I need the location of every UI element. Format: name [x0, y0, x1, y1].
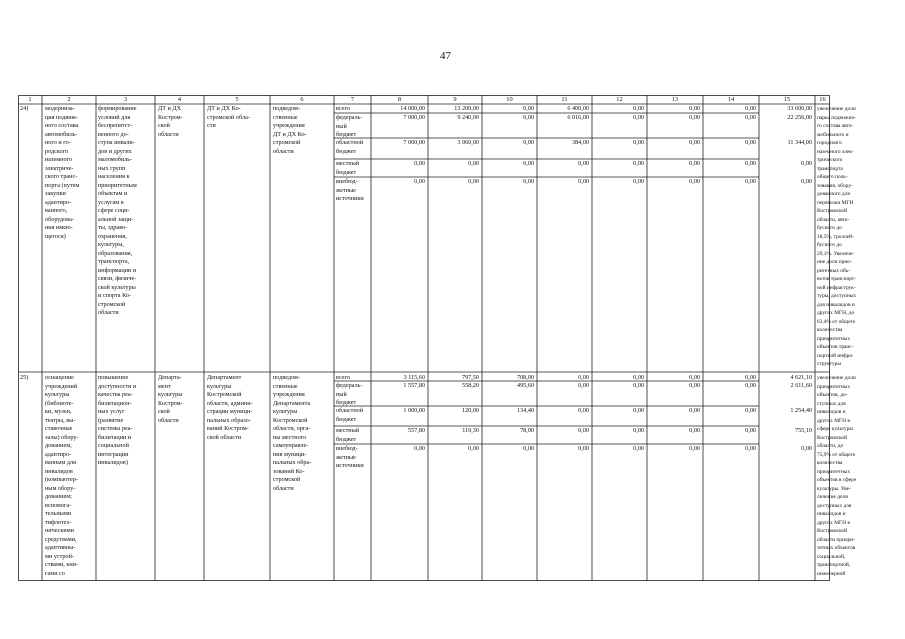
value-cell: 0,00 — [578, 374, 589, 381]
value-cell: 134,40 — [516, 407, 534, 414]
value-cell: 13 200,00 — [454, 105, 479, 112]
value-cell: 495,60 — [516, 382, 534, 389]
value-cell: 2 611,60 — [790, 382, 812, 389]
value-cell: 0,00 — [633, 374, 644, 381]
source-label: всего — [336, 105, 350, 112]
value-cell: 4 621,10 — [790, 374, 812, 381]
expected-result: увеличение доли парка подвижно- го состава авто- мобильного и городского наземного элек- трического транспорта общего поль- зования, обору- дованного для перевозки МГН Костромской области, авто- бусного до 18,5%, троллей- бусного до 29,1%. Увеличе- ние доли прио- ритетных объ- ектов транспорт- ной инфраструк- туры, доступных для инвалидов и других МГН, до 63,4% от общего количества приоритетных объектов транс- портной инфра- структуры — [817, 106, 857, 367]
value-cell: 0,00 — [578, 178, 589, 185]
source-label: федераль- ный бюджет — [336, 114, 363, 138]
value-cell: 0,00 — [523, 139, 534, 146]
value-cell: 1 000,00 — [403, 407, 425, 414]
program-table — [18, 95, 857, 581]
value-cell: 0,00 — [745, 139, 756, 146]
value-cell: 0,00 — [468, 160, 479, 167]
value-cell: 0,00 — [689, 114, 700, 121]
value-cell: 0,00 — [523, 178, 534, 185]
value-cell: 0,00 — [689, 105, 700, 112]
value-cell: 0,00 — [745, 407, 756, 414]
value-cell: 0,00 — [689, 382, 700, 389]
recipients: подведом- ственные учреждения Департамента культуры Костромской области, орга- ны местного самоуправле- ния муници- пальных обра- зований Ко- стромской области — [273, 374, 312, 492]
value-cell: 14 000,00 — [400, 105, 425, 112]
value-cell: 78,00 — [520, 427, 534, 434]
value-cell: 0,00 — [523, 160, 534, 167]
value-cell: 0,00 — [633, 427, 644, 434]
value-cell: 0,00 — [689, 139, 700, 146]
col-header-8: 8 — [397, 95, 402, 103]
value-cell: 0,00 — [745, 445, 756, 452]
value-cell: 0,00 — [689, 407, 700, 414]
value-cell: 0,00 — [578, 407, 589, 414]
value-cell: 0,00 — [689, 178, 700, 185]
col-header-12: 12 — [616, 95, 623, 103]
value-cell: 0,00 — [633, 160, 644, 167]
value-cell: 0,00 — [523, 114, 534, 121]
value-cell: 0,00 — [578, 160, 589, 167]
page-number: 47 — [440, 50, 451, 62]
value-cell: 0,00 — [801, 178, 812, 185]
value-cell: 1 557,80 — [403, 382, 425, 389]
col-header-4: 4 — [177, 95, 182, 103]
value-cell: 0,00 — [578, 445, 589, 452]
source-label: внебюд- жетные источники — [336, 178, 364, 202]
measure-name: модерниза- ция подвиж- ного состава автомобиль- ного и го- родского наземного электриче- ского транс- порта (путем закупки адаптиро- ванного, оборудова- ния имею- щегося) — [45, 105, 80, 240]
value-cell: 0,00 — [745, 160, 756, 167]
col-header-3: 3 — [123, 95, 128, 103]
value-cell: 0,00 — [468, 445, 479, 452]
measure-goal: повышение доступности и качества реа- билитацион- ных услуг (развитие системы реа- билитации и социальной интеграции инвалидов) — [98, 374, 137, 466]
value-cell: 0,00 — [414, 445, 425, 452]
recipients: подведом- ственные учреждения ДТ и ДХ Ко- стромской области — [273, 105, 307, 155]
value-cell: 0,00 — [689, 427, 700, 434]
col-header-9: 9 — [453, 95, 457, 103]
value-cell: 0,00 — [689, 160, 700, 167]
value-cell: 0,00 — [414, 160, 425, 167]
col-header-1: 1 — [28, 95, 32, 103]
value-cell: 0,00 — [578, 382, 589, 389]
value-cell: 0,00 — [745, 427, 756, 434]
value-cell: 0,00 — [414, 178, 425, 185]
value-cell: 120,00 — [461, 407, 479, 414]
value-cell: 384,00 — [571, 139, 589, 146]
value-cell: 0,00 — [633, 445, 644, 452]
col-header-11: 11 — [561, 95, 568, 103]
source-label: местный бюджет — [336, 427, 360, 443]
col-header-10: 10 — [506, 95, 513, 103]
col-header-5: 5 — [235, 95, 239, 103]
value-cell: 0,00 — [523, 445, 534, 452]
value-cell: 558,20 — [461, 382, 479, 389]
row-number: 24) — [20, 105, 29, 112]
value-cell: 7 000,00 — [403, 114, 425, 121]
value-cell: 797,50 — [461, 374, 479, 381]
source-label: всего — [336, 374, 350, 381]
col-header-6: 6 — [300, 95, 304, 103]
executors: Департамент культуры Костромской области, админи- страции муници- пальных образо- ваний Костром- ской области — [207, 374, 253, 441]
measure-goal: формирование условий для беспрепятст- венного до- ступа инвали- дов и других маломобиль- ных групп населения к приоритетным объектам и услугам в сфере соци- альной защи- ты, здраво- охранения, культуры, образования, транспорта, информации и связи, физиче- ской культуры и спорта Ко- стромской области — [98, 105, 137, 316]
value-cell: 1 254,40 — [790, 407, 812, 414]
value-cell: 0,00 — [633, 105, 644, 112]
value-cell: 22 256,00 — [787, 114, 812, 121]
executors: ДТ и ДХ Ко- стромской обла- сти — [207, 105, 250, 129]
value-cell: 0,00 — [745, 374, 756, 381]
expected-result: увеличение доли приоритетных объектов, до- ступных для инвалидов и других МГН в сфере культуры Костромской области, до 75,9% от общего количества приоритетных объектов в сфере культуры. Уве- личение доли доступных для инвалидов и других МГН в Костромской области приори- тетных объектов социальной, транспортной, инженерной — [817, 375, 857, 577]
value-cell: 0,00 — [745, 105, 756, 112]
source-label: внебюд- жетные источники — [336, 445, 364, 469]
value-cell: 0,00 — [745, 114, 756, 121]
value-cell: 0,00 — [689, 445, 700, 452]
value-cell: 0,00 — [633, 114, 644, 121]
value-cell: 3 115,60 — [403, 374, 425, 381]
col-header-13: 13 — [671, 95, 679, 103]
value-cell: 755,10 — [794, 427, 812, 434]
value-cell: 9 240,00 — [457, 114, 479, 121]
value-cell: 0,00 — [801, 160, 812, 167]
responsible-org: ДТ и ДХ Костром- ской области — [158, 105, 183, 138]
value-cell: 0,00 — [633, 139, 644, 146]
source-label: федераль- ный бюджет — [336, 382, 363, 406]
source-label: областной бюджет — [336, 139, 364, 155]
value-cell: 119,30 — [462, 427, 479, 434]
value-cell: 6 016,00 — [567, 114, 589, 121]
col-header-16: 16 — [819, 95, 826, 103]
value-cell: 0,00 — [633, 178, 644, 185]
value-cell: 11 344,00 — [787, 139, 812, 146]
value-cell: 0,00 — [633, 382, 644, 389]
value-cell: 0,00 — [578, 427, 589, 434]
value-cell: 3 960,00 — [457, 139, 479, 146]
value-cell: 0,00 — [633, 407, 644, 414]
col-header-15: 15 — [783, 95, 791, 103]
value-cell: 0,00 — [468, 178, 479, 185]
value-cell: 557,80 — [407, 427, 425, 434]
value-cell: 0,00 — [745, 382, 756, 389]
col-header-2: 2 — [67, 95, 71, 103]
value-cell: 0,00 — [689, 374, 700, 381]
responsible-org: Департа- мент культуры Костром- ской области — [158, 374, 183, 424]
row-number: 25) — [20, 374, 29, 381]
value-cell: 0,00 — [523, 105, 534, 112]
measure-name: оснащение учреждений культуры (библиоте- ки, музеи, театры, вы- ставочные залы) обору- дованием, адаптиро- ванным для инвалидов (компьютер- ным обору- дованием; вспомога- тельными тифлотех- ническими средствами, адаптивны- ми устрой- ствами, кни- гами со — [45, 374, 79, 577]
value-cell: 0,00 — [745, 178, 756, 185]
value-cell: 708,00 — [516, 374, 534, 381]
value-cell: 33 600,00 — [787, 105, 812, 112]
source-label: местный бюджет — [336, 160, 360, 176]
value-cell: 0,00 — [801, 445, 812, 452]
source-label: областной бюджет — [336, 407, 364, 423]
col-header-7: 7 — [350, 95, 355, 103]
value-cell: 7 000,00 — [403, 139, 425, 146]
col-header-14: 14 — [727, 95, 735, 103]
value-cell: 6 400,00 — [567, 105, 589, 112]
